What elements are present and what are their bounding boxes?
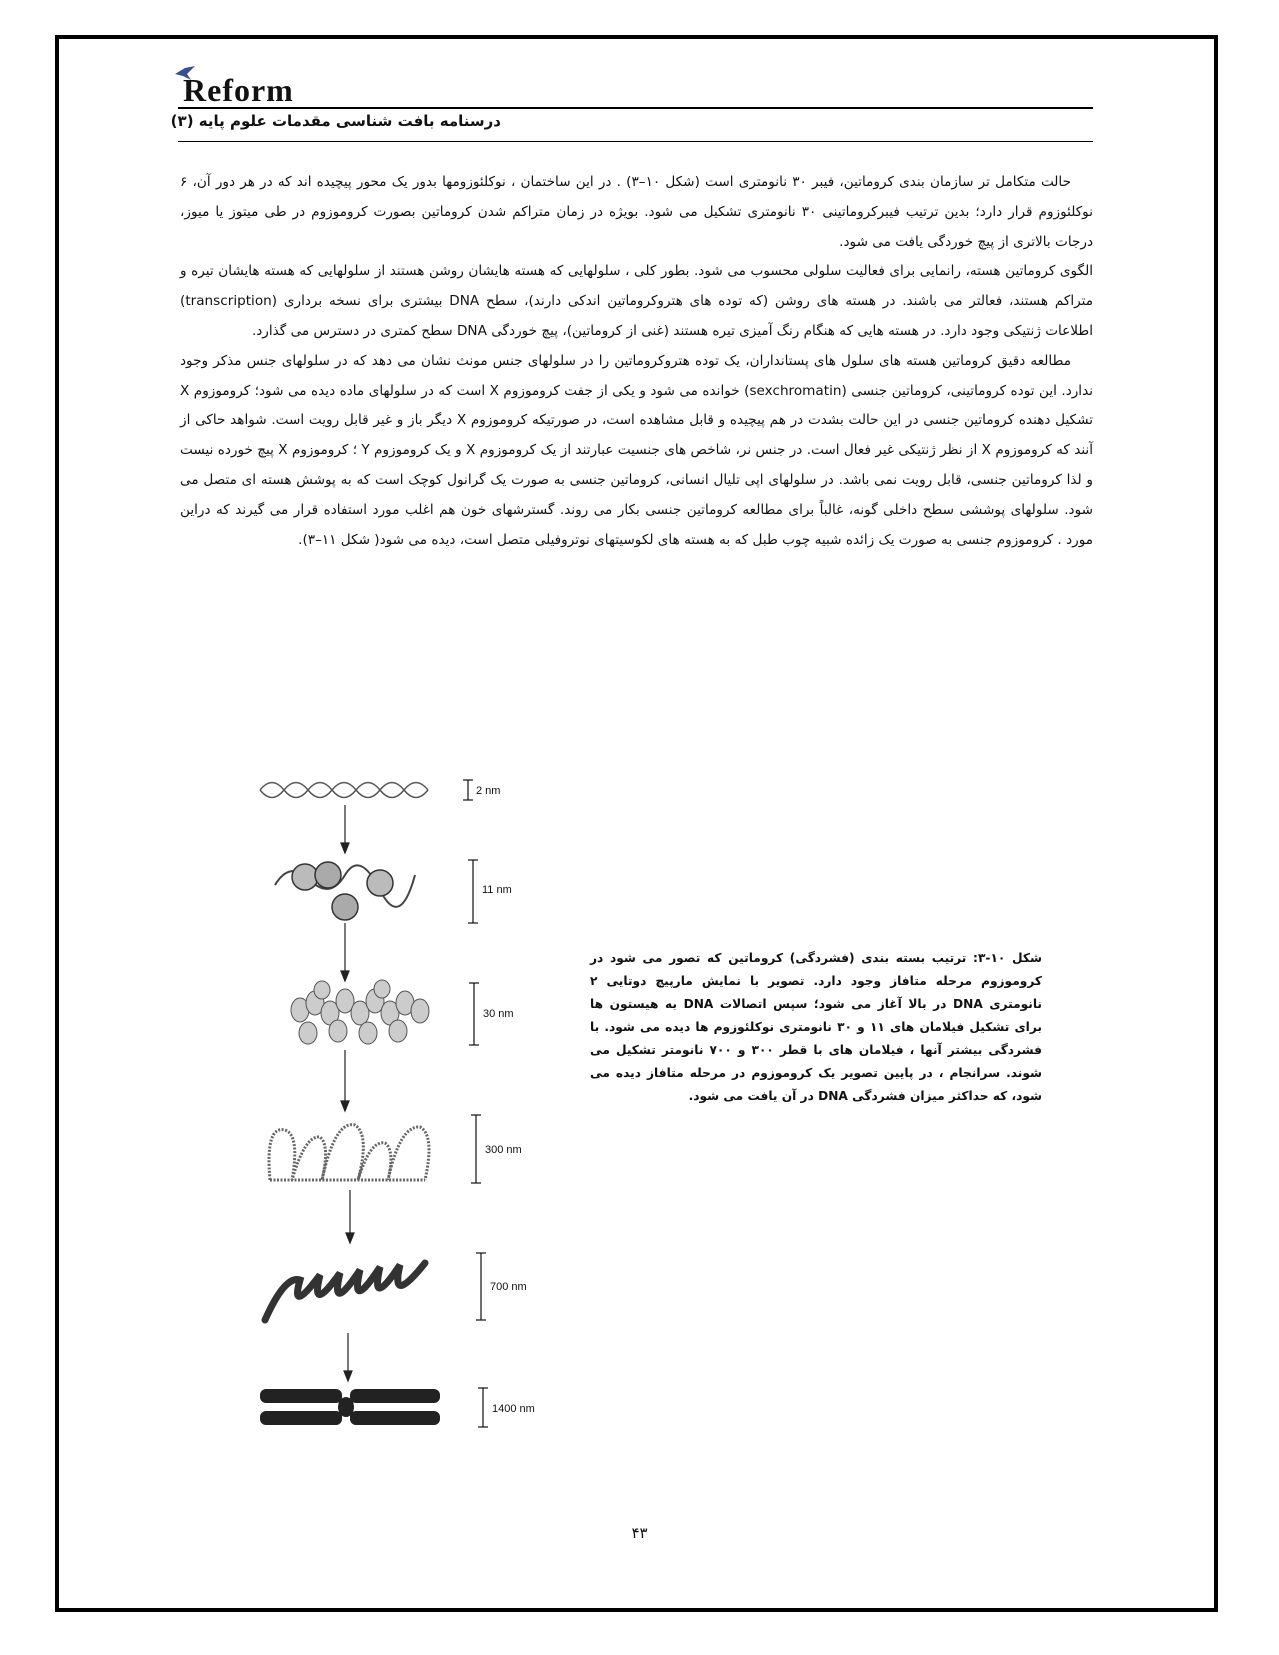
paragraph-3: مطالعه دقیق کروماتین هسته های سلول های پستانداران، یک توده هتروکروماتین را در سلولهای جنس مونث نشان می دهد که در سلولهای جنس مذکر وجود ندارد. این توده کروماتینی، کروماتین جنسی (sexchromatin) خوانده می شود و یکی از جفت کروموزوم X است که در سلولهای ماده دیده می شود؛ کروموزوم X تشکیل دهنده کروماتین جنسی در این حالت بشدت در هم پیچیده و قابل مشاهده است، در صورتیکه کروموزوم X دیگر باز و غیر قابل رویت است. شواهد حاکی از آنند که کروموزوم X از نظر ژنتیکی غیر فعال است. در جنس نر، شاخص های جنسیت عبارتند از یک کروموزوم X و یک کروموزوم Y ؛ کروموزوم X پیچ خورده نیست و لذا کروماتین جنسی، قابل رویت نمی باشد. در سلولهای اپی تلیال انسانی، کروماتین جنسی به صورت یک گرانول کوچک است که به پوشش هسته ای متصل می شود. سلولهای پوششی سطح داخلی گونه، غالباً برای مطالعه کروماتین جنسی بکار می روند. گسترشهای خون هم اغلب مورد استفاده قرار می گیرند که دراین مورد . کروموزوم جنسی به صورت یک زائده شبیه چوب طبل که به هسته های لکوسیتهای نوتروفیلی متصل است، دیده می شود( شکل ۱۱–۳).: [180, 352, 1094, 548]
label-2nm: 2 nm: [476, 785, 501, 797]
label-30nm: 30 nm: [483, 1008, 514, 1020]
bird-logo-icon: [175, 66, 195, 82]
body-text: [180, 168, 1093, 555]
header-rule-top: [178, 107, 1093, 109]
nucleosome-string-illustration: [275, 862, 415, 920]
scale-bar-700nm: [476, 1253, 486, 1320]
scale-bar-30nm: [469, 983, 479, 1045]
reform-logo: [183, 72, 294, 109]
header-rule-bottom: [178, 141, 1093, 142]
scale-bar-300nm: [471, 1115, 481, 1183]
arrow-2: [341, 923, 349, 981]
dna-helix-illustration: [260, 783, 428, 798]
paragraph-2: الگوی کروماتین هسته، رانمایی برای فعالیت سلولی محسوب می شود. بطور کلی ، سلولهایی که هسته هایشان روشن هستند از سلولهایی که هسته هایشان تیره و متراکم هستند، فعالتر می باشند. در هسته های روشن (که توده های هتروکروماتین اندکی دارند)، سطح DNA بیشتری برای نسخه برداری (transcription) اطلاعات ژنتیکی وجود دارد. در هسته هایی که هنگام رنگ آمیزی تیره هستند (غنی از کروماتین)، پیچ خوردگی DNA سطح کمتری در دسترس می گذارد.: [180, 263, 1093, 339]
scale-bar-1400nm: [478, 1388, 488, 1427]
logo-text: Reform: [183, 72, 294, 108]
label-1400nm: 1400 nm: [492, 1403, 535, 1415]
chromatin-figure: [230, 775, 570, 1475]
arrow-1: [341, 805, 349, 853]
arrow-4: [346, 1190, 354, 1243]
arrow-3: [341, 1050, 349, 1111]
paragraph-1: حالت متکامل تر سازمان بندی کروماتین، فیبر ۳۰ نانومتری است (شکل ۱۰–۳) . در این ساختمان ، نوکلئوزومها بدور یک محور پیچیده اند که در هر دور آن، ۶ نوکلئوزوم قرار دارد؛ بدین ترتیب فیبرکروماتینی ۳۰ نانومتری تشکیل می شود. بویژه در زمان متراکم شدن کروماتین بصورت کروموزوم در طی میتوز یا میوز، درجات بالاتری از پیچ خوردگی یافت می شود.: [180, 174, 1093, 250]
page-number: ۴۳: [631, 1524, 648, 1542]
metaphase-chromosome-illustration: [260, 1389, 440, 1425]
label-700nm: 700 nm: [490, 1281, 527, 1293]
looped-domains-illustration: [269, 1125, 429, 1180]
scale-bar-11nm: [468, 860, 478, 923]
chromatin-30nm-fiber-illustration: [291, 980, 429, 1044]
arrow-5: [344, 1333, 352, 1381]
page-title: درسنامه بافت شناسی مقدمات علوم پایه (۳): [170, 112, 501, 130]
scale-bar-2nm: [463, 780, 473, 800]
label-300nm: 300 nm: [485, 1144, 522, 1156]
figure-caption: شکل ۱۰-۳: ترتیب بسته بندی (فشردگی) کروماتین که تصور می شود در کروموزوم مرحله متافاز وجود دارد. تصویر با نمایش مارپیچ دوتایی ۲ نانومتری DNA در بالا آغاز می شود؛ سپس اتصالات DNA به هیستون ها برای تشکیل فیلامان های ۱۱ و ۳۰ نانومتری نوکلئوزوم ها دیده می شود. با فشردگی بیشتر آنها ، فیلامان های با قطر ۳۰۰ و ۷۰۰ نانومتر تشکیل می شوند. سرانجام ، در پایین تصویر یک کروموزوم در مرحله متافاز دیده می شود، که حداکثر میزان فشردگی DNA در آن یافت می شود.: [590, 951, 1043, 1103]
label-11nm: 11 nm: [482, 884, 512, 896]
condensed-coil-illustration: [265, 1263, 425, 1320]
